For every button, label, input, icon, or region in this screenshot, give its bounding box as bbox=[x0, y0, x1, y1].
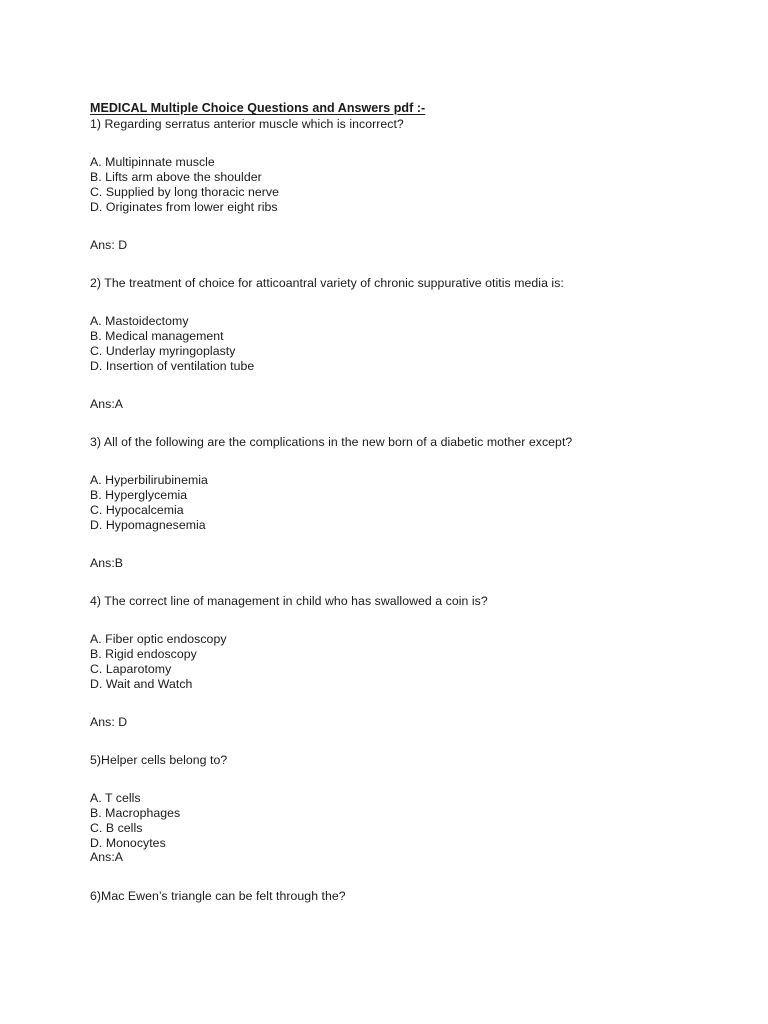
document-title: MEDICAL Multiple Choice Questions and Answers pdf :- bbox=[90, 101, 426, 115]
question-1-option-c: C. Supplied by long thoracic nerve bbox=[90, 185, 279, 199]
question-5-option-b: B. Macrophages bbox=[90, 806, 181, 820]
question-4-option-b: B. Rigid endoscopy bbox=[90, 647, 197, 661]
question-5-option-d: D. Monocytes bbox=[90, 836, 166, 850]
question-1-text: 1) Regarding serratus anterior muscle which is incorrect? bbox=[90, 117, 404, 131]
question-3-option-a: A. Hyperbilirubinemia bbox=[90, 473, 208, 487]
question-6-text: 6)Mac Ewen’s triangle can be felt through the? bbox=[90, 889, 346, 903]
question-1-option-d: D. Originates from lower eight ribs bbox=[90, 200, 278, 214]
question-2-option-d: D. Insertion of ventilation tube bbox=[90, 359, 255, 373]
question-4-option-d: D. Wait and Watch bbox=[90, 677, 193, 691]
question-3-option-b: B. Hyperglycemia bbox=[90, 488, 188, 502]
question-3-answer: Ans:B bbox=[90, 556, 124, 570]
question-2-option-b: B. Medical management bbox=[90, 329, 224, 343]
question-4-text: 4) The correct line of management in child who has swallowed a coin is? bbox=[90, 594, 488, 608]
question-1-option-b: B. Lifts arm above the shoulder bbox=[90, 170, 262, 184]
question-5-option-c: C. B cells bbox=[90, 821, 143, 835]
question-3-option-c: C. Hypocalcemia bbox=[90, 503, 184, 517]
question-1-option-a: A. Multipinnate muscle bbox=[90, 155, 215, 169]
question-3-text: 3) All of the following are the complications in the new born of a diabetic mother except? bbox=[90, 435, 573, 449]
question-4-answer: Ans: D bbox=[90, 715, 128, 729]
question-2-text: 2) The treatment of choice for atticoantral variety of chronic suppurative otitis media is: bbox=[90, 276, 564, 290]
question-1-answer: Ans: D bbox=[90, 238, 128, 252]
question-3-option-d: D. Hypomagnesemia bbox=[90, 518, 206, 532]
question-5-option-a: A. T cells bbox=[90, 791, 141, 805]
question-2-answer: Ans:A bbox=[90, 397, 124, 411]
question-4-option-a: A. Fiber optic endoscopy bbox=[90, 632, 227, 646]
question-2-option-a: A. Mastoidectomy bbox=[90, 314, 189, 328]
question-2-option-c: C. Underlay myringoplasty bbox=[90, 344, 236, 358]
question-5-text: 5)Helper cells belong to? bbox=[90, 753, 228, 767]
question-5-answer: Ans:A bbox=[90, 850, 124, 864]
question-4-option-c: C. Laparotomy bbox=[90, 662, 172, 676]
